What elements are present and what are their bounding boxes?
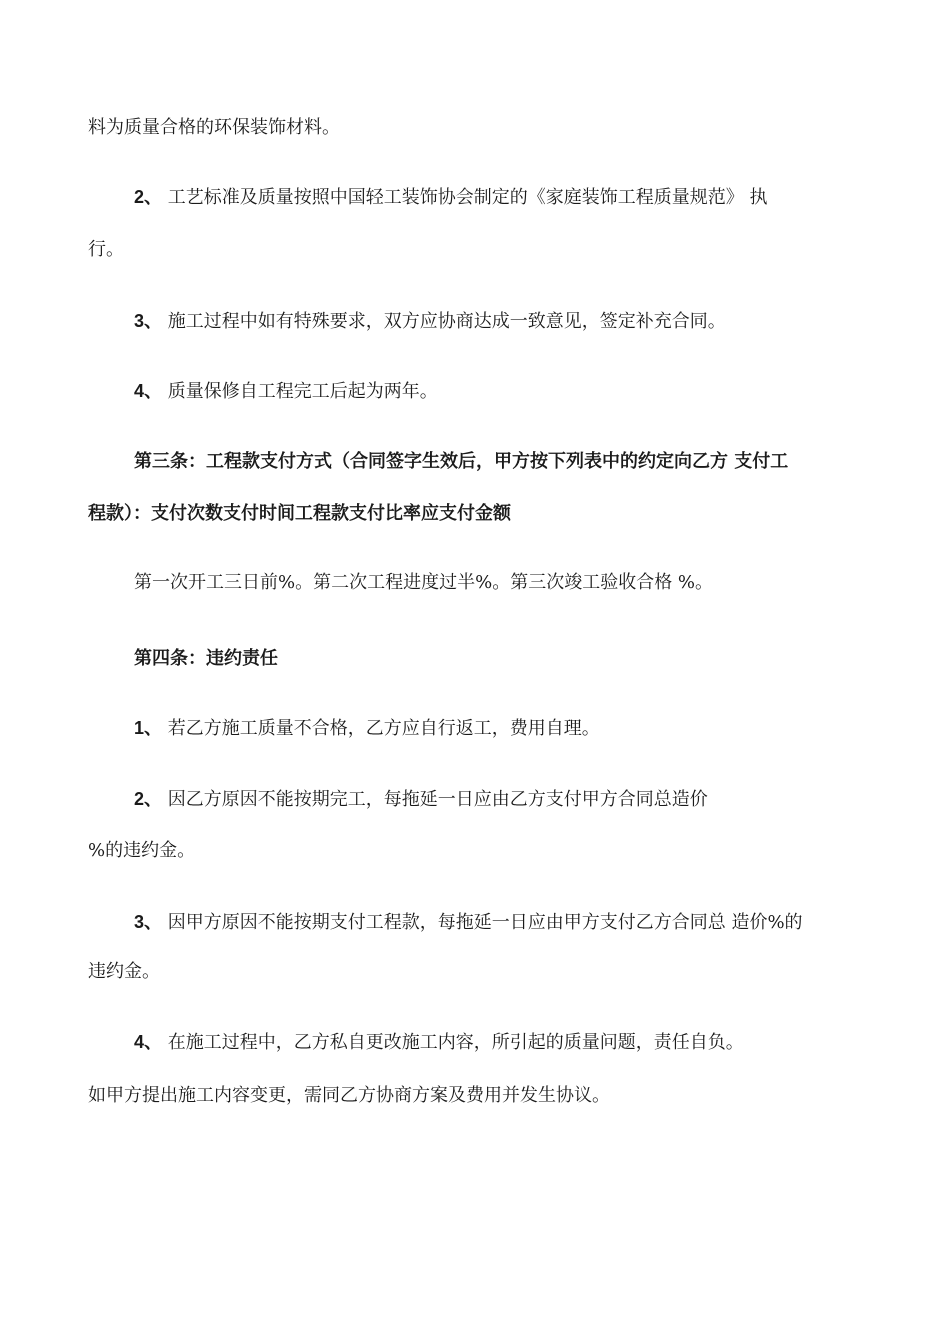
clause-number: 1、 [134, 718, 163, 738]
clause-item [134, 786, 708, 813]
clause-item [134, 378, 438, 405]
text-line [88, 115, 340, 141]
line-text: 料为质量合格的环保装饰材料。 [88, 117, 340, 138]
line-text: 违约金。 [88, 961, 160, 982]
heading-text: 程款）：支付次数支付时间工程款支付比率应支付金额 [88, 503, 511, 524]
clause-number: 2、 [134, 789, 163, 809]
clause-item [134, 909, 803, 936]
line-text: 工艺标准及质量按照中国轻工装饰协会制定的《家庭装饰工程质量规范》 执 [162, 187, 768, 208]
section-heading [134, 646, 278, 672]
clause-number: 3、 [134, 311, 163, 331]
heading-text: 第三条：工程款支付方式（合同签字生效后，甲方按下列表中的约定向乙方 支付工 [134, 451, 789, 472]
line-text: 质量保修自工程完工后起为两年。 [162, 381, 438, 402]
line-text: 第一次开工三日前%。第二次工程进度过半%。第三次竣工验收合格 %。 [134, 572, 714, 593]
clause-number: 4、 [134, 381, 163, 401]
clause-item [134, 184, 767, 211]
text-line [88, 838, 195, 864]
section-heading [134, 449, 788, 475]
line-text: 因甲方原因不能按期支付工程款，每拖延一日应由甲方支付乙方合同总 造价%的 [162, 912, 803, 933]
line-text: 因乙方原因不能按期完工，每拖延一日应由乙方支付甲方合同总造价 [162, 789, 708, 810]
text-line [88, 959, 160, 985]
payment-schedule-line [134, 570, 713, 596]
line-text: 在施工过程中，乙方私自更改施工内容，所引起的质量问题，责任自负。 [162, 1032, 744, 1053]
text-line [88, 237, 124, 263]
line-text: 如甲方提出施工内容变更，需同乙方协商方案及费用并发生协议。 [88, 1085, 610, 1106]
clause-item [134, 1029, 744, 1056]
clause-number: 2、 [134, 187, 163, 207]
line-text: 若乙方施工质量不合格，乙方应自行返工，费用自理。 [162, 718, 600, 739]
clause-item [134, 308, 726, 335]
line-text: %的违约金。 [88, 840, 196, 861]
clause-number: 4、 [134, 1032, 163, 1052]
section-heading-continued [88, 501, 511, 527]
heading-text: 第四条：违约责任 [134, 648, 278, 669]
text-line [88, 1083, 610, 1109]
clause-number: 3、 [134, 912, 163, 932]
clause-item [134, 715, 600, 742]
line-text: 施工过程中如有特殊要求，双方应协商达成一致意见，签定补充合同。 [162, 311, 726, 332]
line-text: 行。 [88, 239, 124, 260]
